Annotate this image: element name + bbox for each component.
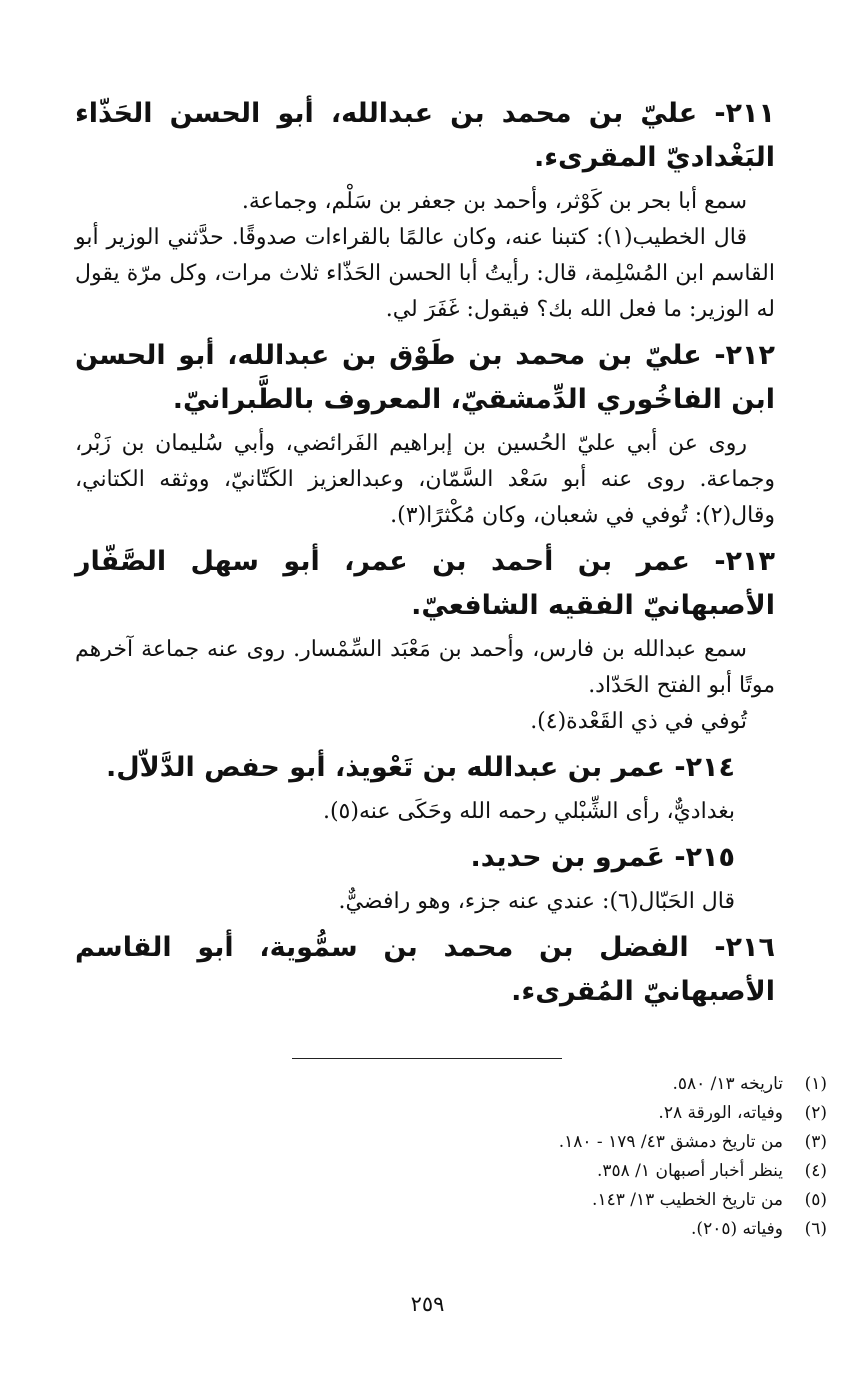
footnote-text: من تاريخ دمشق ٤٣/ ١٧٩ - ١٨٠. xyxy=(558,1132,783,1152)
footnote-number: (٢) xyxy=(804,1103,827,1123)
entry-text-line: سمع عبدالله بن فارس، وأحمد بن مَعْبَد السِّمْسار. روى عنه جماعة آخرهم موتًا أبو الفتح الحَدّاد. xyxy=(75,637,775,698)
entry-text-line: روى عن أبي عليّ الحُسين بن إبراهيم الفَرائضي، وأبي سُليمان بن زَبْر، وجماعة. روى عنه أبو سَعْد السَّمّان، وعبدالعزيز الكَتّانيّ، ووثقه الكتاني، وقال(٢): تُوفي في شعبان، وكان مُكْثرًا(٣). xyxy=(75,431,775,528)
footnote-item xyxy=(287,1215,827,1244)
entry-text-line: سمع أبا بحر بن كَوْثر، وأحمد بن جعفر بن سَلْم، وجماعة. xyxy=(241,189,747,214)
footnote-number: (٦) xyxy=(804,1219,827,1239)
entry-body-211 xyxy=(75,184,775,328)
footnote-item xyxy=(287,1070,827,1099)
entry-text-line: قال الحَبّال(٦): عندي عنه جزء، وهو رافضيٌّ. xyxy=(338,889,735,914)
footnote-text: وفياته (٢٠٥). xyxy=(691,1219,783,1239)
entry-body-212 xyxy=(75,426,775,534)
entry-heading-212: ٢١٢- عليّ بن محمد بن طَوْق بن عبدالله، أبو الحسن ابن الفاخُوري الدِّمشقيّ، المعروف بالطَّبرانيّ. xyxy=(75,340,775,415)
page-number: ٢٥٩ xyxy=(410,1292,445,1316)
footnote-text: تاريخه ١٣/ ٥٨٠. xyxy=(672,1074,783,1094)
entry-heading-211: ٢١١- عليّ بن محمد بن عبدالله، أبو الحسن الحَذّاء البَغْداديّ المقرىء. xyxy=(75,98,775,173)
footnote-item xyxy=(287,1186,827,1215)
entry-heading-213: ٢١٣- عمر بن أحمد بن عمر، أبو سهل الصَّفّار الأصبهانيّ الفقيه الشافعيّ. xyxy=(75,546,775,621)
footnotes-list xyxy=(287,1070,827,1244)
entry-heading-215: ٢١٥- عَمرو بن حديد. xyxy=(470,842,735,873)
footnote-number: (١) xyxy=(804,1074,827,1094)
entry-text-line: بغداديٌّ، رأى الشِّبْلي رحمه الله وحَكَى عنه(٥). xyxy=(322,799,735,824)
footnote-divider xyxy=(292,1058,562,1059)
entry-heading-216: ٢١٦- الفضل بن محمد بن سمُّوية، أبو القاسم الأصبهانيّ المُقرىء. xyxy=(75,932,775,1007)
entry-text-line: تُوفي في ذي القَعْدة(٤). xyxy=(530,709,747,734)
footnote-text: ينظر أخبار أصبهان ١/ ٣٥٨. xyxy=(596,1161,783,1181)
footnote-text: من تاريخ الخطيب ١٣/ ١٤٣. xyxy=(592,1190,783,1210)
entry-body-215 xyxy=(75,884,775,920)
page-body xyxy=(75,92,775,1014)
footnote-text: وفياته، الورقة ٢٨. xyxy=(658,1103,783,1123)
entry-body-214 xyxy=(75,794,775,830)
footnote-item xyxy=(287,1128,827,1157)
footnote-number: (٣) xyxy=(804,1132,827,1152)
entry-heading-214: ٢١٤- عمر بن عبدالله بن تَعْويذ، أبو حفص الدَّلاّل. xyxy=(105,752,735,783)
entry-text-line: قال الخطيب(١): كتبنا عنه، وكان عالمًا بالقراءات صدوقًا. حدَّثني الوزير أبو القاسم ابن المُسْلِمة، قال: رأيتُ أبا الحسن الحَذّاء ثلاث مرات، وكل مرّة يقول له الوزير: ما فعل الله بك؟ فيقول: غَفَرَ لي. xyxy=(75,225,775,322)
footnote-number: (٥) xyxy=(804,1190,827,1210)
footnote-number: (٤) xyxy=(804,1161,827,1181)
footnote-item xyxy=(287,1157,827,1186)
footnote-item xyxy=(287,1099,827,1128)
entry-body-213 xyxy=(75,632,775,740)
